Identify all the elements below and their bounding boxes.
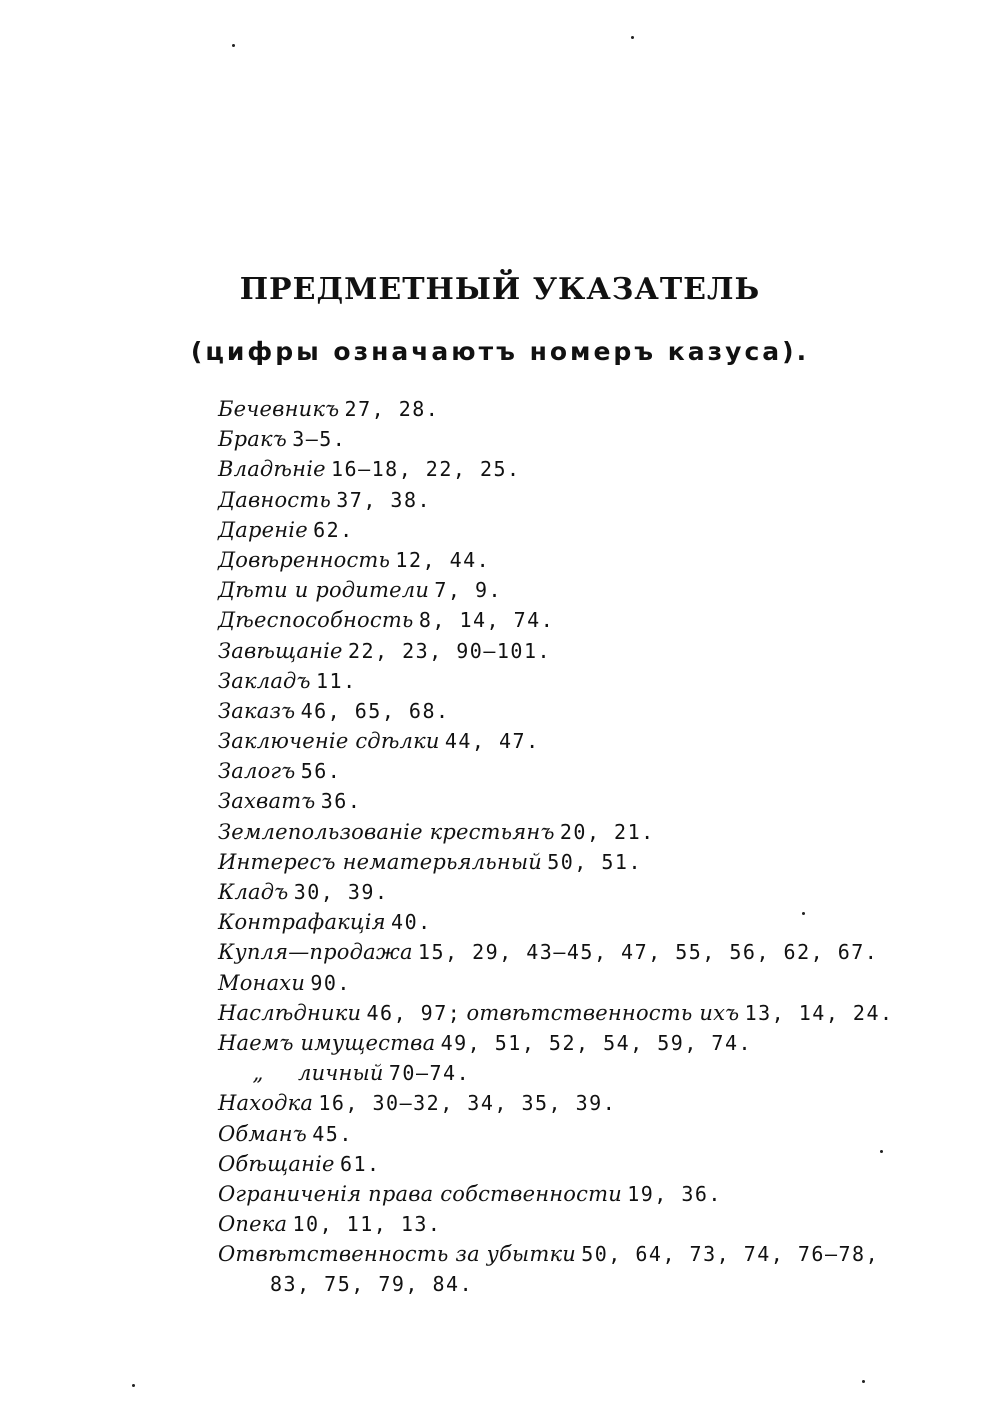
entry-numbers: 10, 11, 13.	[292, 1212, 442, 1237]
index-entry	[218, 998, 894, 1028]
entry-numbers: 50, 51.	[547, 849, 643, 874]
index-entry-continuation	[218, 1269, 858, 1299]
entry-term: личный	[298, 1061, 384, 1086]
scan-speck	[232, 44, 235, 47]
entry-numbers: 12, 44.	[395, 547, 491, 572]
index-entry	[218, 696, 858, 726]
entry-subnumbers: 13, 14, 24.	[744, 1000, 894, 1025]
entry-term: Купля—продажа	[218, 940, 413, 965]
entry-term: Бечевникъ	[218, 397, 340, 421]
index-entry	[218, 666, 858, 696]
index-entry	[218, 1209, 858, 1239]
entry-numbers: 56.	[300, 759, 342, 784]
entry-numbers: 3—5.	[292, 427, 347, 452]
entry-numbers: 22, 23, 90—101.	[347, 638, 552, 663]
index-entry	[218, 877, 858, 907]
entry-term: Интересъ нематерьяльный	[218, 849, 542, 874]
entry-term: Обманъ	[218, 1121, 307, 1146]
entry-numbers: 62.	[313, 517, 354, 542]
index-entry	[218, 424, 858, 454]
index-entry	[218, 605, 858, 635]
entry-term: Давность	[218, 487, 331, 512]
entry-term: Дѣти и родители	[218, 578, 430, 603]
entry-numbers: 8, 14, 74.	[418, 608, 555, 633]
entry-term: Закладъ	[218, 668, 311, 693]
entry-numbers: 7, 9.	[434, 578, 503, 603]
ditto-mark: „	[252, 1061, 264, 1086]
entry-term: Завѣщаніе	[218, 638, 343, 663]
entry-numbers: 40.	[391, 910, 432, 935]
index-entry	[218, 636, 858, 666]
entry-numbers: 70—74.	[388, 1061, 471, 1086]
index-entry	[218, 968, 858, 998]
entry-numbers: 49, 51, 52, 54, 59, 74.	[440, 1030, 753, 1055]
entry-term: Залогъ	[218, 759, 296, 784]
page-title: ПРЕДМЕТНЫЙ УКАЗАТЕЛЬ	[239, 272, 761, 307]
entry-numbers: 46, 97;	[366, 1000, 462, 1025]
entry-term: Довѣренность	[218, 547, 391, 572]
entry-term: Захватъ	[218, 789, 316, 814]
entry-term: Отвѣтственность за убытки	[218, 1242, 576, 1267]
index-entry	[218, 1179, 858, 1209]
entry-term: Бракъ	[218, 427, 287, 452]
entry-numbers: 19, 36.	[627, 1181, 722, 1206]
index-entry	[218, 454, 858, 484]
entry-subterm: отвѣтственность ихъ	[466, 1000, 740, 1025]
scan-speck	[132, 1384, 135, 1387]
scan-speck	[802, 912, 805, 915]
entry-term: Кладъ	[218, 880, 289, 904]
entry-numbers: 16—18, 22, 25.	[331, 457, 521, 482]
entry-term: Монахи	[218, 970, 306, 995]
entry-term: Наемъ имущества	[218, 1030, 436, 1055]
index-entry	[218, 1149, 858, 1179]
index-entry	[218, 907, 858, 937]
entry-term: Находка	[218, 1091, 314, 1116]
entry-numbers: 30, 39.	[293, 880, 389, 904]
index-entry	[218, 786, 858, 816]
index-entry	[218, 575, 858, 605]
index-entry	[218, 1239, 880, 1269]
entry-numbers: 90.	[310, 970, 351, 995]
entry-term: Наслѣдники	[218, 1000, 362, 1025]
index-entry	[218, 1119, 858, 1149]
index-entry	[218, 1028, 858, 1058]
index-list	[218, 394, 894, 1300]
entry-term: Заказъ	[218, 698, 296, 723]
entry-term: Заключеніе сдѣлки	[218, 729, 440, 754]
index-entry	[218, 1088, 858, 1118]
entry-term: Землепользованіе крестьянъ	[218, 819, 555, 844]
entry-numbers: 45.	[312, 1121, 353, 1146]
entry-term: Дѣеспособность	[218, 608, 414, 633]
scan-speck	[631, 36, 634, 39]
index-entry	[218, 394, 858, 424]
entry-term: Обѣщаніе	[218, 1151, 335, 1176]
page-subtitle: (цифры означаютъ номеръ казуса).	[190, 337, 810, 366]
entry-numbers: 36.	[320, 789, 362, 814]
index-entry	[218, 485, 858, 515]
index-entry	[218, 756, 858, 786]
index-entry	[218, 847, 858, 877]
entry-term: Контрафакція	[218, 910, 386, 935]
entry-numbers: 44, 47.	[444, 729, 540, 754]
entry-numbers: 16, 30—32, 34, 35, 39.	[318, 1091, 617, 1116]
index-entry	[218, 1058, 858, 1088]
entry-numbers: 11.	[316, 668, 357, 693]
index-entry	[218, 726, 858, 756]
entry-term: Владѣніе	[218, 457, 326, 482]
index-entry	[218, 515, 858, 545]
entry-numbers: 37, 38.	[336, 487, 432, 512]
entry-numbers: 46, 65, 68.	[300, 698, 450, 723]
scan-speck	[862, 1380, 865, 1383]
entry-numbers: 20, 21.	[559, 819, 655, 844]
index-entry	[218, 817, 858, 847]
entry-numbers: 15, 29, 43—45, 47, 55, 56, 62, 67.	[417, 940, 879, 965]
scan-speck	[880, 1150, 883, 1153]
entry-numbers: 83, 75, 79, 84.	[270, 1272, 474, 1297]
entry-term: Опека	[218, 1212, 288, 1237]
entry-numbers: 61.	[339, 1151, 381, 1176]
entry-term: Ограниченія права собственности	[218, 1181, 622, 1206]
index-entry	[218, 545, 858, 575]
index-entry	[218, 937, 879, 967]
entry-numbers: 50, 64, 73, 74, 76—78,	[581, 1242, 880, 1267]
entry-numbers: 27, 28.	[344, 397, 440, 421]
entry-term: Дареніе	[218, 517, 308, 542]
